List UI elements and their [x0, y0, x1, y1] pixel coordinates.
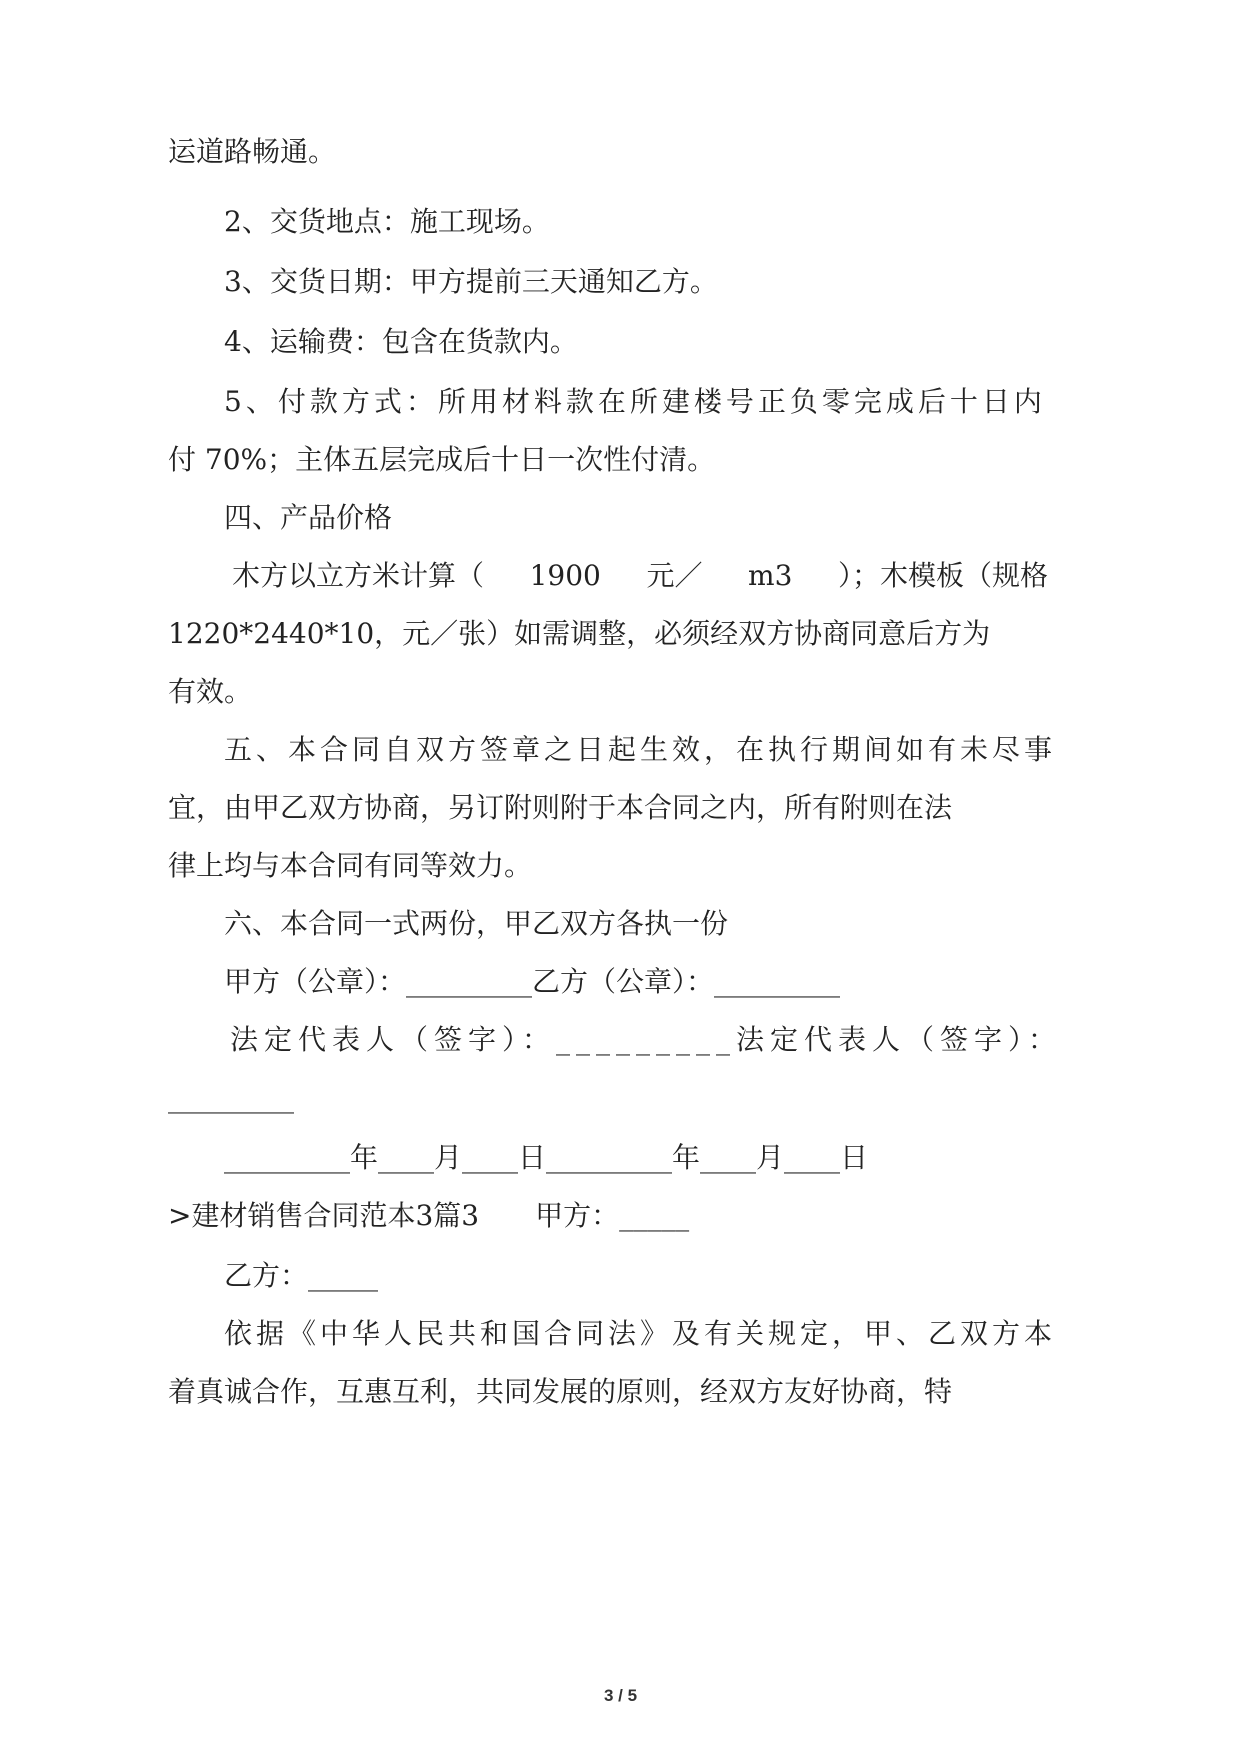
paragraph-line: 宜，由甲乙双方协商，另订附则附于本合同之内，所有附则在法: [168, 791, 953, 824]
paragraph-line: 1220*2440*10，元／张）如需调整，必须经双方协商同意后方为: [168, 617, 991, 650]
paragraph-line: 五、本合同自双方签章之日起生效，在执行期间如有未尽事: [224, 733, 1057, 766]
price-unit-m3: m3: [748, 559, 793, 592]
paragraph-line: 律上均与本合同有同等效力。: [168, 849, 533, 882]
price-line: [232, 556, 1048, 596]
paragraph-line: 六、本合同一式两份，甲乙双方各执一份: [224, 907, 729, 940]
paragraph-line: 3、交货日期：甲方提前三天通知乙方。: [224, 265, 718, 298]
price-text: 木方以立方米计算（: [232, 559, 485, 592]
signature-line: 甲方（公章）：_________乙方（公章）：_________: [224, 965, 841, 998]
signature-blank: _________: [168, 1081, 294, 1114]
page-number: 3 / 5: [603, 1686, 638, 1705]
price-text-2: ）；木模板（规格: [837, 559, 1048, 592]
paragraph-line: 依据《中华人民共和国合同法》及有关规定，甲、乙双方本: [224, 1317, 1057, 1350]
paragraph-line: 5、付款方式：所用材料款在所建楼号正负零完成后十日内: [224, 385, 1046, 418]
signature-line: 法定代表人（签字）：_________法定代表人（签字）：: [230, 1023, 1063, 1056]
paragraph-line: 有效。: [168, 675, 253, 708]
paragraph-line: 付 70%；主体五层完成后十日一次性付清。: [168, 443, 716, 476]
paragraph-line: 着真诚合作，互惠互利，共同发展的原则，经双方友好协商，特: [168, 1375, 953, 1408]
paragraph-line: 运道路畅通。: [168, 135, 337, 168]
contract-title-line: >建材销售合同范本3篇3 甲方：_____: [168, 1199, 690, 1232]
paragraph-line: 2、交货地点：施工现场。: [224, 205, 550, 238]
party-b-line: 乙方：_____: [224, 1259, 379, 1292]
section-heading: 四、产品价格: [224, 501, 393, 534]
date-line: _________年____月____日_________年____月____日: [224, 1141, 869, 1174]
price-value: 1900: [529, 559, 601, 592]
paragraph-line: 4、运输费：包含在货款内。: [224, 325, 578, 358]
price-unit: 元／: [646, 559, 703, 592]
